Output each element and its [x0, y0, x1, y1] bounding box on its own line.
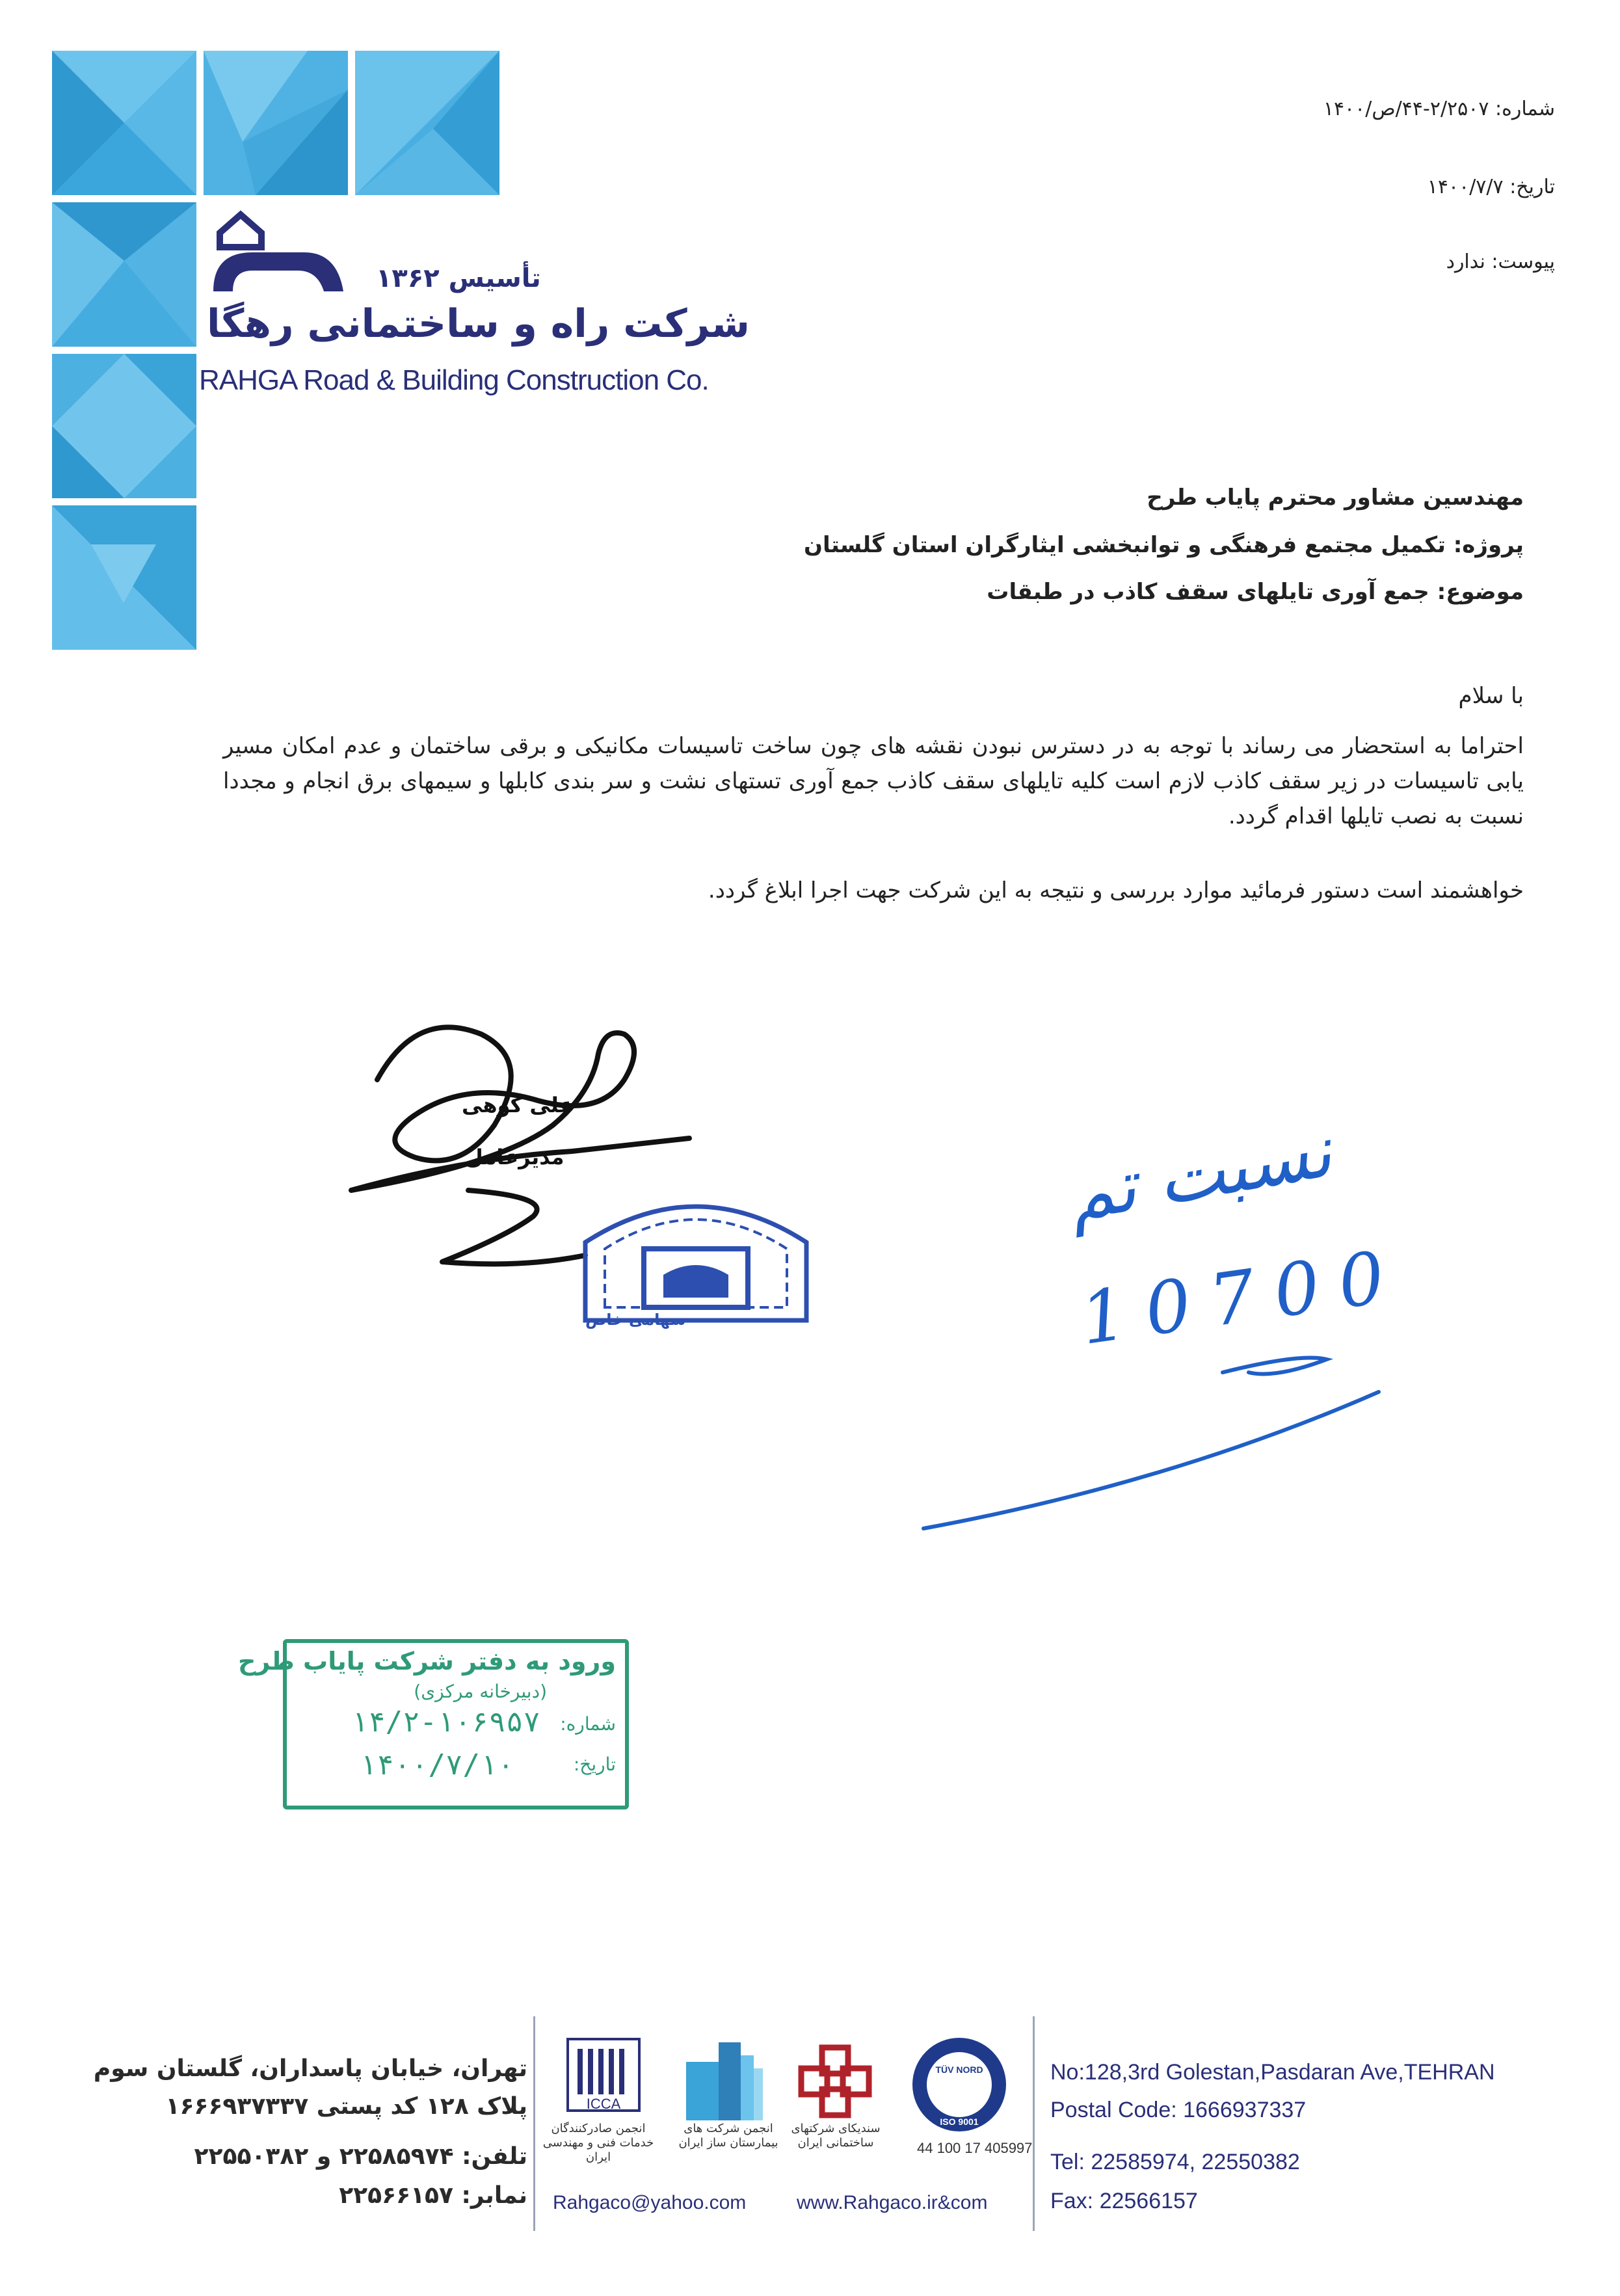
decorative-tile	[355, 51, 499, 195]
footer-postal-code-en: Postal Code: 1666937337	[1050, 2098, 1307, 2122]
body-paragraph: احتراما به استحضار می رساند با توجه به در دسترس نبودن نقشه های چون ساخت تاسیسات مکانیکی و برقی ساختمان و عدم امکان مسیر یابی تاسیسات در زیر سقف کاذب لازم است کلیه تایلهای سقف کاذب جمع آوری تستهای نشت و سر بندی کابلها و سیمهای برق انجام و مجددا نسبت به نصب تایلها اقدام گردد.	[223, 733, 1524, 829]
subject-line: موضوع: جمع آوری تایلهای سقف کاذب در طبقات	[987, 579, 1524, 605]
footer-phone: تلفن: ۲۲۵۸۵۹۷۴ و ۲۲۵۵۰۳۸۲	[194, 2143, 527, 2170]
footer-website[interactable]: www.Rahgaco.ir&com	[797, 2192, 988, 2213]
decorative-tile	[52, 51, 196, 195]
receipt-number-value: ۱۴/۲-۱۰۶۹۵۷	[351, 1705, 540, 1739]
contractors-syndicate-logo-icon	[793, 2042, 878, 2123]
letter-attachment: پیوست: ندارد	[1446, 250, 1555, 273]
icca-caption: انجمن صادرکنندگان خدمات فنی و مهندسی ایران	[542, 2122, 654, 2164]
hospital-builders-caption: انجمن شرکت های بیمارستان ساز ایران	[678, 2122, 778, 2150]
decorative-tile	[52, 354, 196, 498]
company-stamp-label: سهامی خاص	[585, 1311, 686, 1329]
handwritten-stroke	[910, 1333, 1405, 1544]
receipt-date-value: ۱۴۰۰/۷/۱۰	[359, 1748, 514, 1782]
receipt-stamp-subtitle: (دبیرخانه مرکزی)	[414, 1681, 547, 1702]
decorative-tile	[52, 202, 196, 347]
handwritten-note: نسبت تم	[1061, 1109, 1338, 1238]
signatory-name: علی کوهی	[462, 1093, 574, 1117]
hospital-builders-logo-icon	[680, 2036, 777, 2123]
company-logo	[207, 207, 350, 300]
project-line: پروژه: تکمیل مجتمع فرهنگی و توانبخشی ایثارگران استان گلستان	[804, 532, 1524, 558]
signatory-title: مدیرعامل	[465, 1145, 564, 1169]
letter-date: تاریخ: ۱۴۰۰/۷/۷	[1427, 176, 1555, 198]
body-paragraph-closing: خواهشمند است دستور فرمائید موارد بررسی و نتیجه به این شرکت جهت اجرا ابلاغ گردد.	[708, 877, 1524, 903]
handwritten-number: 10700	[1075, 1233, 1409, 1361]
footer-address-line-2: پلاک ۱۲۸ کد پستی ۱۶۶۶۹۳۷۳۳۷	[165, 2093, 527, 2120]
receipt-number-label: شماره:	[560, 1713, 616, 1735]
footer-tel-en: Tel: 22585974, 22550382	[1050, 2150, 1300, 2174]
iso-label: ISO 9001	[940, 2116, 979, 2127]
tuv-cert-number: 44 100 17 405997	[917, 2140, 1033, 2156]
decorative-tile	[204, 51, 348, 195]
footer-address-line-1: تهران، خیابان پاسداران، گلستان سوم	[93, 2055, 527, 2082]
icca-logo-icon	[564, 2036, 643, 2116]
contractors-syndicate-caption: سندیکای شرکتهای ساختمانی ایران	[791, 2122, 881, 2150]
icca-logo-label: ICCA	[586, 2096, 621, 2112]
greeting: با سلام	[1458, 683, 1524, 709]
footer-fax: نمابر: ۲۲۵۶۶۱۵۷	[339, 2182, 527, 2209]
letter-number: شماره: ۲/۲۵۰۷-۴۴/ص/۱۴۰۰	[1323, 98, 1555, 120]
recipient: مهندسین مشاور محترم پایاب طرح	[1147, 485, 1524, 511]
receipt-stamp	[237, 1639, 629, 1809]
footer-email[interactable]: Rahgaco@yahoo.com	[553, 2192, 747, 2213]
company-name-en: RAHGA Road & Building Construction Co.	[199, 364, 709, 396]
receipt-stamp-title: ورود به دفتر شرکت پایاب طرح	[237, 1647, 616, 1675]
company-founded: تأسیس ۱۳۶۲	[376, 263, 541, 293]
footer-fax-en: Fax: 22566157	[1050, 2189, 1198, 2213]
decorative-tile	[52, 505, 196, 650]
receipt-date-label: تاریخ:	[573, 1754, 616, 1775]
footer-address-en: No:128,3rd Golestan,Pasdaran Ave,TEHRAN	[1050, 2060, 1495, 2085]
footer-divider	[533, 2016, 535, 2231]
tuv-nord-logo-icon	[907, 2033, 1011, 2139]
footer-divider	[1033, 2016, 1035, 2231]
tuv-nord-label: TÜV NORD	[935, 2064, 983, 2075]
company-name-fa: شرکت راه و ساختمانی رهگا	[207, 301, 750, 347]
